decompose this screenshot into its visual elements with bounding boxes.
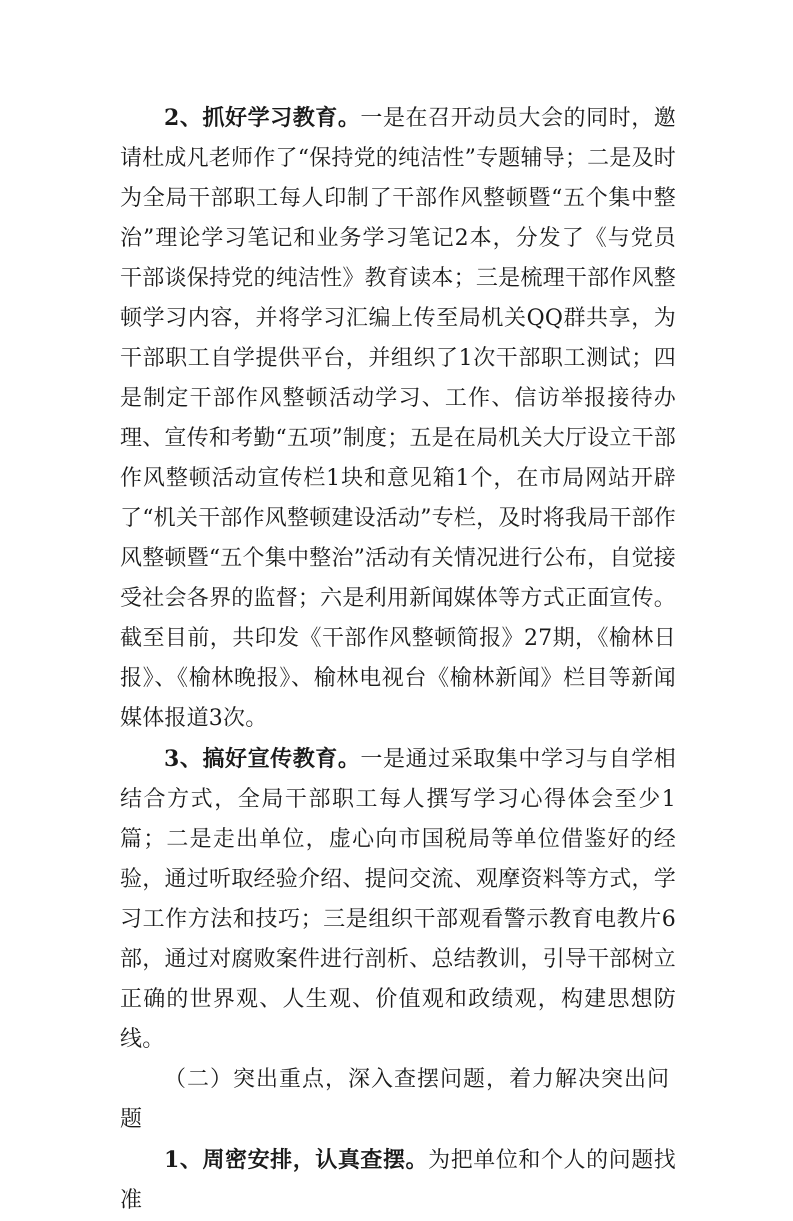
paragraph-text: 为把单位和个人的问题找准 [120,1148,676,1213]
paragraph-lead: 3、搞好宣传教育。 [164,746,361,772]
paragraph-lead: 2、抓好学习教育。 [164,105,361,131]
paragraph-study-education [120,98,676,739]
paragraph-text: 一是通过采取集中学习与自学相结合方式，全局干部职工每人撰写学习心得体会至少1篇；二是走出单位，虚心向市国税局等单位借鉴好的经验，通过听取经验介绍、提问交流、观摩资料等方式，学习工作方法和技巧；三是组织干部观看警示教育电教片6部，通过对腐败案件进行剖析、总结教训，引导干部树立正确的世界观、人生观、价值观和政绩观，构建思想防线。 [120,747,676,1052]
section-heading: （二）突出重点，深入查摆问题，着力解决突出问题 [120,1067,671,1132]
paragraph-lead: 1、周密安排，认真查摆。 [164,1147,429,1173]
paragraph-careful-arrangement [120,1140,676,1221]
paragraph-text: 一是在召开动员大会的同时，邀请杜成凡老师作了“保持党的纯洁性”专题辅导；二是及时为全局干部职工每人印制了干部作风整顿暨“五个集中整治”理论学习笔记和业务学习笔记2本，分发了《与党员干部谈保持党的纯洁性》教育读本；三是梳理干部作风整顿学习内容，并将学习汇编上传至局机关QQ群共享，为干部职工自学提供平台，并组织了1次干部职工测试；四是制定干部作风整顿活动学习、工作、信访举报接待办理、宣传和考勤“五项”制度；五是在局机关大厅设立干部作风整顿活动宣传栏1块和意见箱1个，在市局网站开辟了“机关干部作风整顿建设活动”专栏，及时将我局干部作风整顿暨“五个集中整治”活动有关情况进行公布，自觉接受社会各界的监督；六是利用新闻媒体等方式正面宣传。截至目前，共印发《干部作风整顿简报》27期，《榆林日报》、《榆林晚报》、榆林电视台《榆林新闻》栏目等新闻媒体报道3次。 [120,106,676,731]
document-body [120,98,676,1221]
paragraph-publicity-education [120,739,676,1060]
